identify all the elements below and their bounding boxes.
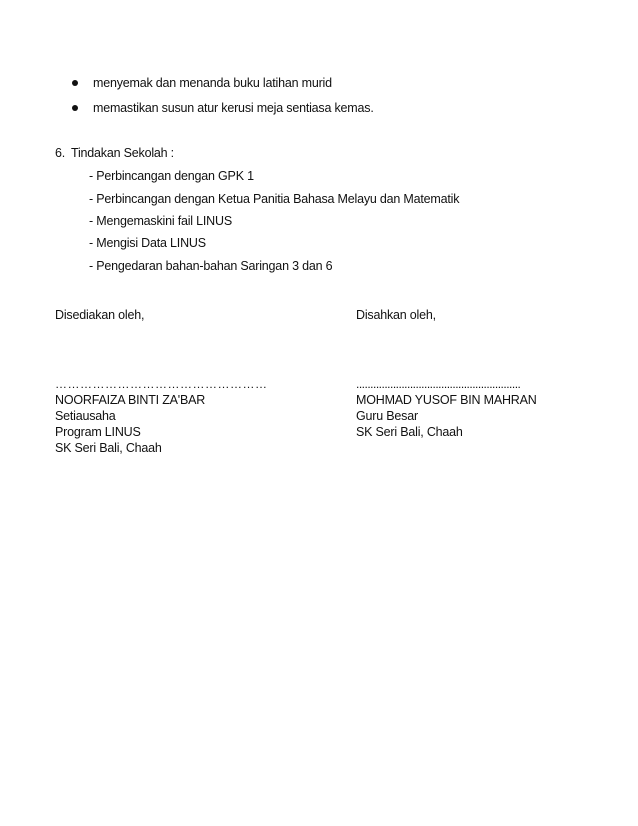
action-item: - Mengemaskini fail LINUS	[89, 214, 232, 228]
preparer-name: NOORFAIZA BINTI ZA'BAR	[55, 393, 206, 407]
approver-position: Guru Besar	[356, 409, 418, 423]
approver-school: SK Seri Bali, Chaah	[356, 425, 463, 439]
bullet-text: menyemak dan menanda buku latihan murid	[93, 76, 332, 90]
action-item: - Perbincangan dengan GPK 1	[89, 169, 254, 183]
prepared-by-heading: Disediakan oleh,	[55, 308, 145, 322]
bullet-icon	[72, 80, 78, 86]
action-item: - Perbincangan dengan Ketua Panitia Bahasa Melayu dan Matematik	[89, 192, 460, 206]
section-title: Tindakan Sekolah :	[71, 146, 174, 160]
signature-line: ..........................................................	[356, 377, 521, 391]
preparer-school: SK Seri Bali, Chaah	[55, 441, 162, 455]
approved-by-heading: Disahkan oleh,	[356, 308, 436, 322]
section-number: 6.	[55, 146, 66, 160]
bullet-icon	[72, 105, 78, 111]
action-item: - Mengisi Data LINUS	[89, 236, 206, 250]
approver-name: MOHMAD YUSOF BIN MAHRAN	[356, 393, 537, 407]
prepared-by-block	[55, 376, 268, 456]
signature-line: ……………………………………………	[55, 377, 268, 391]
preparer-program: Program LINUS	[55, 425, 141, 439]
preparer-position: Setiausaha	[55, 409, 116, 423]
action-item: - Pengedaran bahan-bahan Saringan 3 dan 6	[89, 259, 333, 273]
approved-by-block	[356, 376, 537, 440]
bullet-text: memastikan susun atur kerusi meja sentiasa kemas.	[93, 101, 374, 115]
